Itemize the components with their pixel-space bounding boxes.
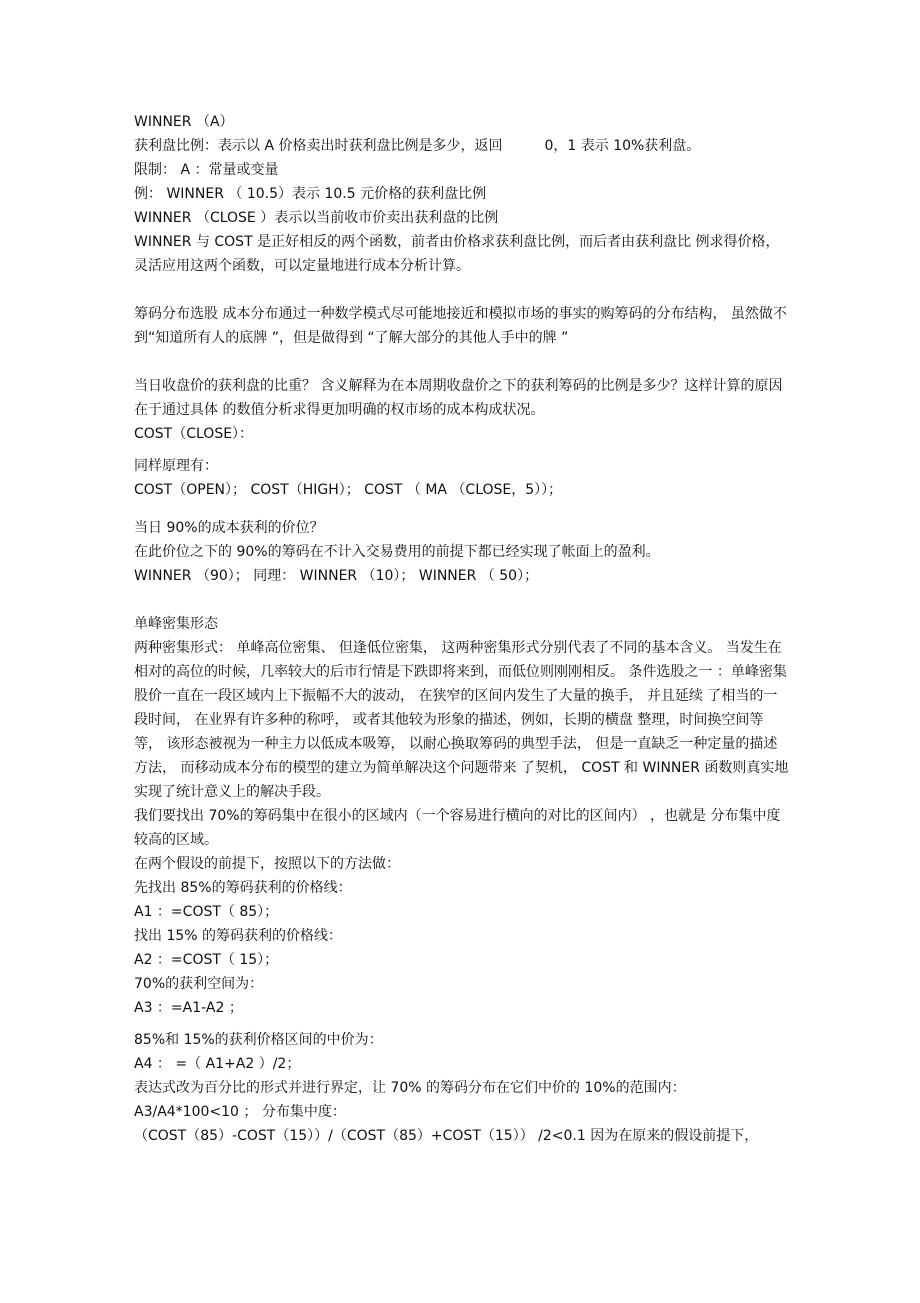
- single-peak-heading: 单峰密集形态: [134, 616, 218, 632]
- a1-formula: A1 ：=COST（ 85）；: [134, 904, 279, 920]
- midprice-label: 85%和 15%的获利价格区间的中价为：: [134, 1032, 383, 1048]
- same-principle-label: 同样原理有：: [134, 458, 218, 474]
- winner-close-example: WINNER （CLOSE ）表示以当前收市价卖出获利盘的比例: [134, 210, 499, 226]
- spacer: [134, 588, 789, 612]
- spacer: [134, 502, 789, 516]
- seventy-percent-paragraph: 我们要找出 70%的筹码集中在很小的区域内（一个容易进行横向的对比的区间内） ，也就是 分布集中度较高的区域。: [134, 808, 781, 848]
- winner-formulas-line: WINNER （90）； 同理： WINNER （10）； WINNER （ 50）；: [134, 568, 539, 584]
- spacer: [134, 278, 789, 302]
- winner-definition: 获利盘比例：表示以 A 价格卖出时获利盘比例是多少，返回 0，1 表示 10%获利盘。: [134, 138, 701, 154]
- seventy-space-line: 70%的获利空间为：: [134, 976, 264, 992]
- winner-function-title: WINNER （A）: [134, 114, 234, 130]
- cost-formulas-line: COST（OPEN）； COST（HIGH）； COST （ MA （CLOSE，5））；: [134, 482, 563, 498]
- concentration-formula-line: （COST（85）-COST（15））/（COST（85）+COST（15）） /2<0.1 因为在原来的假设前提下，: [134, 1128, 759, 1144]
- ninety-percent-question: 当日 90%的成本获利的价位？: [134, 520, 324, 536]
- find-15-line: 找出 15% 的筹码获利的价格线：: [134, 928, 343, 944]
- concentration-condition-line: A3/A4*100<10 ； 分布集中度：: [134, 1104, 346, 1120]
- method-intro-line: 在两个假设的前提下，按照以下的方法做：: [134, 856, 400, 872]
- a4-formula: A4 ： =（ A1+A2 ）/2；: [134, 1056, 301, 1072]
- two-concentration-forms-paragraph: 两种密集形式： 单峰高位密集、 但逢低位密集， 这两种密集形式分别代表了不同的基本含义。 当发生在相对的高位的时候，几率较大的后市行情是下跌即将来到，而低位则刚刚相反。 条件选股之一 ：单峰密集: [134, 640, 787, 680]
- document-page: [134, 110, 789, 1148]
- a2-formula: A2 ：=COST（ 15）；: [134, 952, 279, 968]
- chip-distribution-paragraph: 筹码分布选股 成本分布通过一种数学模式尽可能地接近和模拟市场的事实的购筹码的分布结构， 虽然做不 到“知道所有人的底牌 ”，但是做得到 “了解大部分的其他人手中的牌 ”: [134, 306, 787, 346]
- close-profit-question-paragraph: 当日收盘价的获利盘的比重？ 含义解释为在本周期收盘价之下的获利筹码的比例是多少？这样计算的原因在于通过具体 的数值分析求得更加明确的权市场的成本构成状况。: [134, 378, 783, 418]
- cost-close-formula: COST（CLOSE）：: [134, 426, 254, 442]
- winner-restriction: 限制： A ：常量或变量: [134, 162, 279, 178]
- price-range-paragraph: 股价一直在一段区域内上下振幅不大的波动， 在狭窄的区间内发生了大量的换手， 并且延续 了相当的一段时间， 在业界有许多种的称呼， 或者其他较为形象的描述，例如，长期的横盘 整理，时间换空间等等， 该形态被视为一种主力以低成本吸筹， 以耐心换取筹码的典型手法， 但是一直缺乏一种定量的描述方法， 而移动成本分布的模型的建立为简单解决这个问题带来 了契机， COST 和 WINNER 函数则真实地实现了统计意义上的解决手段。: [134, 688, 789, 800]
- a3-formula: A3 ：=A1-A2 ；: [134, 1000, 243, 1016]
- spacer: [134, 1020, 789, 1028]
- spacer: [134, 350, 789, 374]
- percent-expression-line: 表达式改为百分比的形式并进行界定，让 70% 的筹码分布在它们中价的 10%的范围内：: [134, 1080, 686, 1096]
- find-85-line: 先找出 85%的筹码获利的价格线：: [134, 880, 352, 896]
- winner-cost-relation-paragraph: WINNER 与 COST 是正好相反的两个函数，前者由价格求获利盘比例，而后者由获利盘比 例求得价格，灵活应用这两个函数，可以定量地进行成本分析计算。: [134, 234, 780, 274]
- winner-example: 例： WINNER （ 10.5）表示 10.5 元价格的获利盘比例: [134, 186, 487, 202]
- ninety-percent-explanation: 在此价位之下的 90%的筹码在不计入交易费用的前提下都已经实现了帐面上的盈利。: [134, 544, 660, 560]
- spacer: [134, 446, 789, 454]
